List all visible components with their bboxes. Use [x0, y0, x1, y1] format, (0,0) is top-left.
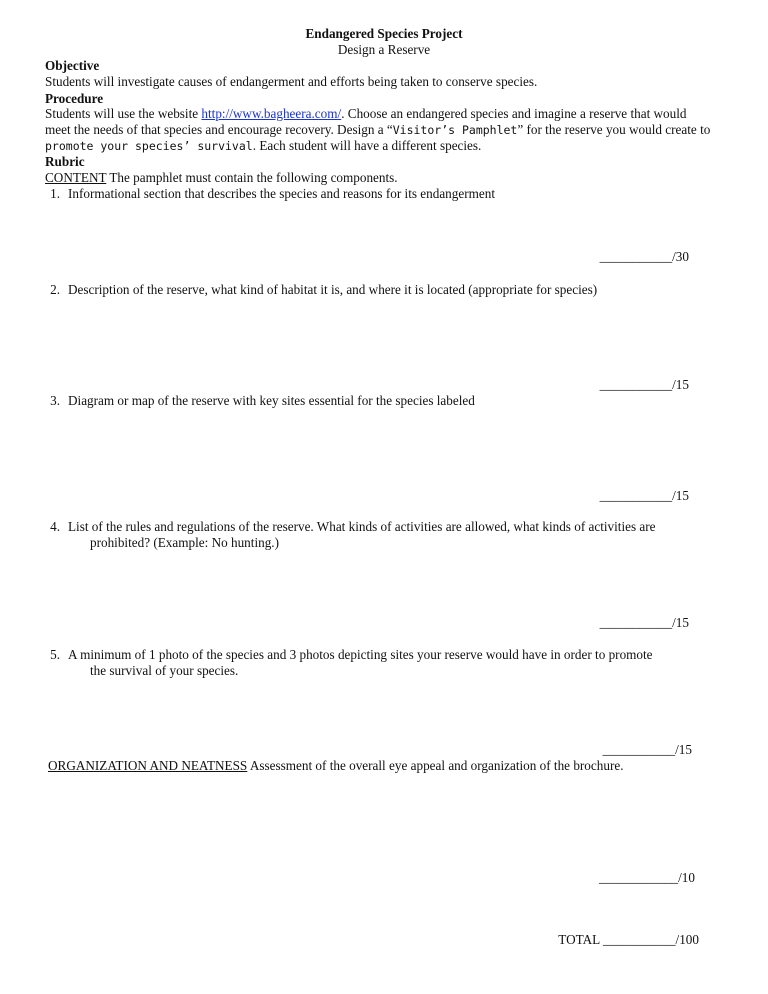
score-blank-item-1: ___________/30	[599, 249, 689, 264]
score-blank-item-2: ___________/15	[599, 377, 689, 392]
objective-text: Students will investigate causes of endangerment and efforts being taken to conserve species.	[45, 74, 538, 89]
score-blank-item-3: ___________/15	[599, 488, 689, 503]
rubric-item-number: 5.	[50, 647, 60, 662]
pamphlet-name: Visitor’s Pamphlet	[392, 123, 518, 137]
rubric-item-text: List of the rules and regulations of the reserve. What kinds of activities are allowed, what kinds of activities are	[68, 519, 656, 534]
procedure-line-1-end: . Choose an endangered species and imagine a reserve that would	[341, 106, 687, 121]
total-score: TOTAL ___________/100	[558, 932, 699, 947]
rubric-item-number: 4.	[50, 519, 60, 534]
rubric-item-2	[38, 282, 597, 298]
organization-text: Assessment of the overall eye appeal and organization of the brochure.	[247, 758, 624, 773]
rubric-item-text: Description of the reserve, what kind of habitat it is, and where it is located (appropriate for species)	[68, 282, 598, 297]
content-label: CONTENT	[45, 170, 107, 185]
rubric-item-4-continuation: prohibited? (Example: No hunting.)	[90, 535, 279, 550]
rubric-item-1	[38, 186, 495, 202]
procedure-line-2	[45, 122, 710, 138]
score-blank-item-5: ___________/15	[602, 742, 692, 757]
procedure-line-1	[45, 106, 687, 122]
procedure-line-3	[45, 138, 481, 154]
website-link[interactable]: http://www.bagheera.com/	[201, 106, 342, 121]
rubric-item-text: Diagram or map of the reserve with key sites essential for the species labeled	[68, 393, 475, 408]
procedure-line-3-end: . Each student will have a different species.	[252, 138, 482, 153]
organization-label: ORGANIZATION AND NEATNESS	[48, 758, 248, 773]
rubric-item-text: A minimum of 1 photo of the species and 3 photos depicting sites your reserve would have in order to promote	[68, 647, 653, 662]
rubric-item-number: 2.	[50, 282, 60, 297]
rubric-item-number: 3.	[50, 393, 60, 408]
document-title: Endangered Species Project	[305, 26, 463, 41]
rubric-item-5-continuation: the survival of your species.	[90, 663, 239, 678]
score-blank-organization: ____________/10	[599, 870, 695, 885]
rubric-heading: Rubric	[45, 154, 85, 169]
score-blank-item-4: ___________/15	[599, 615, 689, 630]
procedure-line-2-end: ” for the reserve you would create to	[517, 122, 711, 137]
objective-heading: Objective	[45, 58, 100, 73]
document-subtitle: Design a Reserve	[337, 42, 431, 57]
rubric-item-number: 1.	[50, 186, 60, 201]
content-text: The pamphlet must contain the following components.	[106, 170, 398, 185]
procedure-line-2-start: meet the needs of that species and encourage recovery. Design a “	[45, 122, 393, 137]
procedure-heading: Procedure	[45, 91, 104, 106]
procedure-line-3-mono: promote your species’ survival	[45, 139, 253, 153]
rubric-item-text: Informational section that describes the species and reasons for its endangerment	[68, 186, 495, 201]
content-line	[45, 170, 398, 186]
rubric-item-3	[38, 393, 475, 409]
rubric-item-4	[38, 519, 656, 535]
procedure-line-1-start: Students will use the website	[45, 106, 202, 121]
organization-line	[48, 758, 624, 774]
rubric-item-5	[38, 647, 653, 663]
